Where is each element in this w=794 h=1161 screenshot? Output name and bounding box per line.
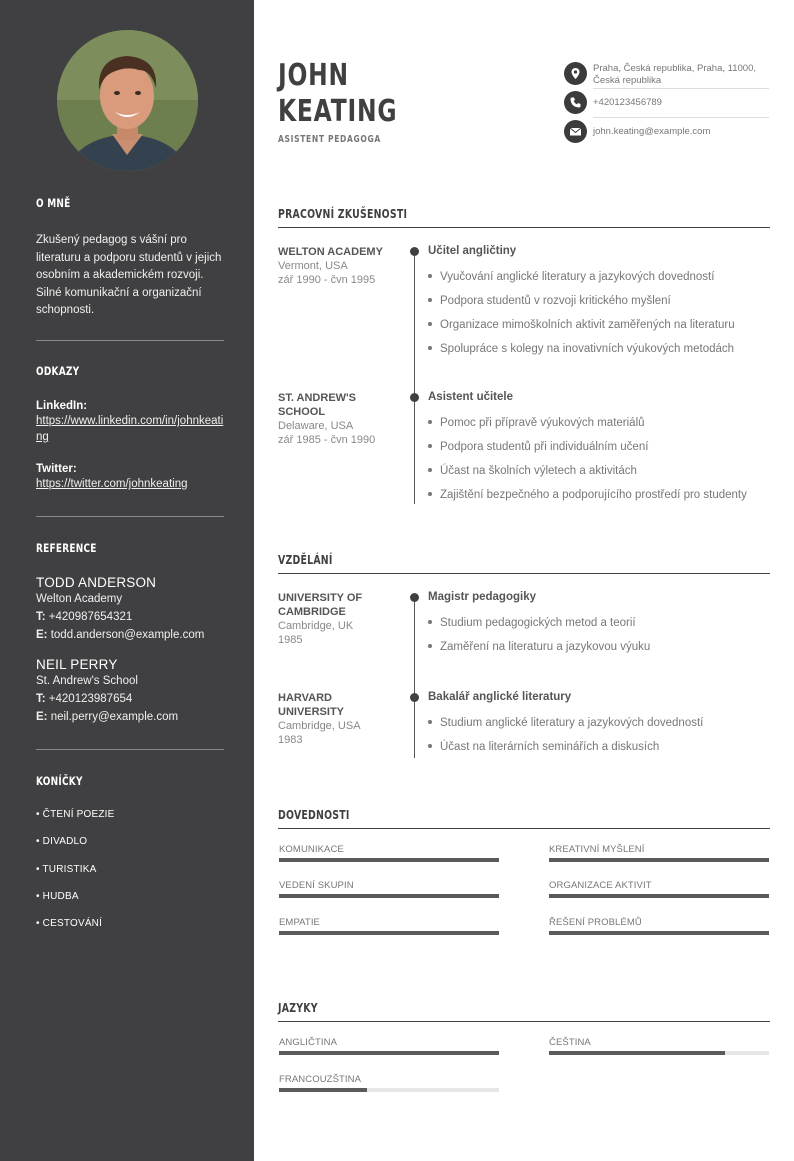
skill-bar-fill <box>549 931 769 935</box>
experience-heading: PRACOVNÍ ZKUŠENOSTI <box>278 207 408 221</box>
skill-name: EMPATIE <box>279 917 320 928</box>
bullet-item: Účast na školních výletech a aktivitách <box>428 465 637 477</box>
bullet-item: Vyučování anglické literatury a jazykových dovedností <box>428 271 714 283</box>
bullet-item: Zajištění bezpečného a podporujícího prostředí pro studenty <box>428 489 747 501</box>
skill-bar <box>279 931 499 935</box>
timeline-dot <box>410 393 419 402</box>
education-org <box>278 591 378 647</box>
reference-item <box>36 575 224 644</box>
hobby-item: • HUDBA <box>36 891 79 902</box>
section-rule <box>278 1021 770 1022</box>
hobby-item: • TURISTIKA <box>36 864 97 875</box>
phone-text[interactable]: +420123456789 <box>593 97 662 108</box>
org-name: HARVARD UNIVERSITY <box>278 692 345 718</box>
timeline-line <box>414 252 415 504</box>
reference-name: TODD ANDERSON <box>36 575 157 590</box>
phone-prefix: T: <box>36 693 46 705</box>
bullet-item: Podpora studentů v rozvoji kritického myšlení <box>428 295 671 307</box>
skills-heading: DOVEDNOSTI <box>278 808 350 822</box>
reference-name: NEIL PERRY <box>36 657 118 672</box>
divider <box>593 88 769 89</box>
experience-org <box>278 245 393 287</box>
section-rule <box>278 828 770 829</box>
sidebar <box>0 0 254 1161</box>
org-location: Vermont, USA <box>278 260 348 272</box>
language-bar-fill <box>279 1051 499 1055</box>
reference-org: St. Andrew's School <box>36 675 138 687</box>
language-bar-fill <box>549 1051 725 1055</box>
skill-bar-fill <box>549 858 769 862</box>
main-content <box>254 0 794 1161</box>
bullet-item: Studium anglické literatury a jazykových dovedností <box>428 717 703 729</box>
about-text: Zkušený pedagog s vášní pro literaturu a podporu studentů v jejich osobním a akademickém rozvoji. Silné komunikační a organizační schopnosti. <box>36 234 222 316</box>
skill-bar-fill <box>279 894 499 898</box>
org-name: WELTON ACADEMY <box>278 246 383 258</box>
address-text: Praha, Česká republika, Praha, 11000, Česká republika <box>593 63 757 86</box>
skill-item <box>279 844 499 855</box>
skill-bar-fill <box>279 931 499 935</box>
phone-icon <box>564 91 587 114</box>
link-twitter <box>36 463 224 492</box>
skill-name: KREATIVNÍ MYŠLENÍ <box>549 844 645 855</box>
language-item <box>549 1037 769 1048</box>
skill-item <box>549 880 769 891</box>
skill-bar <box>279 894 499 898</box>
timeline-dot <box>410 693 419 702</box>
skill-item <box>549 917 769 928</box>
timeline-dot <box>410 593 419 602</box>
org-name: UNIVERSITY OF CAMBRIDGE <box>278 592 363 618</box>
phone-prefix: T: <box>36 611 46 623</box>
linkedin-url[interactable]: https://www.linkedin.com/in/johnkeating <box>36 415 224 443</box>
org-dates: 1985 <box>278 634 303 646</box>
org-name: ST. ANDREW'S SCHOOL <box>278 392 356 418</box>
location-pin-icon <box>564 62 587 85</box>
hobby-item: • CESTOVÁNÍ <box>36 918 103 929</box>
candidate-name <box>278 58 397 130</box>
skill-item <box>549 844 769 855</box>
skill-bar <box>549 931 769 935</box>
bullet-item: Studium pedagogických metod a teorií <box>428 617 636 629</box>
reference-phone[interactable]: +420987654321 <box>48 611 133 623</box>
role-title: Učitel angličtiny <box>428 245 517 257</box>
bullet-item: Organizace mimoškolních aktivit zaměřených na literaturu <box>428 319 735 331</box>
skill-item <box>279 917 499 928</box>
link-linkedin <box>36 400 224 445</box>
skill-bar <box>279 858 499 862</box>
reference-org: Welton Academy <box>36 593 123 605</box>
experience-org <box>278 391 378 447</box>
email-prefix: E: <box>36 629 48 641</box>
languages-heading: JAZYKY <box>278 1001 318 1015</box>
skill-bar-fill <box>549 894 769 898</box>
link-label: LinkedIn: <box>36 400 88 412</box>
skill-name: ORGANIZACE AKTIVIT <box>549 880 652 891</box>
language-item <box>279 1037 499 1048</box>
twitter-url[interactable]: https://twitter.com/johnkeating <box>36 478 188 490</box>
language-bar <box>279 1088 499 1092</box>
language-bar <box>549 1051 769 1055</box>
language-name: ČEŠTINA <box>549 1037 591 1048</box>
job-title: ASISTENT PEDAGOGA <box>278 134 381 145</box>
email-prefix: E: <box>36 711 48 723</box>
reference-email[interactable]: neil.perry@example.com <box>50 711 179 723</box>
timeline-line <box>414 598 415 758</box>
reference-item <box>36 657 224 726</box>
education-org <box>278 691 378 747</box>
email-text[interactable]: john.keating@example.com <box>593 126 711 137</box>
degree-title: Magistr pedagogiky <box>428 591 536 603</box>
divider <box>593 117 769 118</box>
skill-bar <box>549 894 769 898</box>
profile-photo <box>57 30 198 171</box>
links-heading: ODKAZY <box>36 364 80 378</box>
divider <box>36 340 224 341</box>
degree-title: Bakalář anglické literatury <box>428 691 572 703</box>
timeline-dot <box>410 247 419 256</box>
section-rule <box>278 573 770 574</box>
hobby-item: • ČTENÍ POEZIE <box>36 809 115 820</box>
bullet-item: Spolupráce s kolegy na inovativních výukových metodách <box>428 343 734 355</box>
skill-name: KOMUNIKACE <box>279 844 344 855</box>
about-heading: O MNĚ <box>36 196 71 210</box>
skill-bar-fill <box>279 858 499 862</box>
link-label: Twitter: <box>36 463 77 475</box>
reference-email[interactable]: todd.anderson@example.com <box>50 629 205 641</box>
last-name: KEATING <box>278 94 398 129</box>
skill-item <box>279 880 499 891</box>
language-item <box>279 1074 499 1085</box>
divider <box>36 749 224 750</box>
org-location: Cambridge, USA <box>278 720 361 732</box>
org-location: Cambridge, UK <box>278 620 354 632</box>
org-location: Delaware, USA <box>278 420 354 432</box>
language-bar <box>279 1051 499 1055</box>
skill-bar <box>549 858 769 862</box>
org-dates: zář 1990 - čvn 1995 <box>278 274 376 286</box>
language-name: ANGLIČTINA <box>279 1037 338 1048</box>
bullet-item: Účast na literárních seminářích a diskusích <box>428 741 659 753</box>
education-heading: VZDĚLÁNÍ <box>278 553 333 567</box>
role-title: Asistent učitele <box>428 391 513 403</box>
email-icon <box>564 120 587 143</box>
skill-name: VEDENÍ SKUPIN <box>279 880 354 891</box>
section-rule <box>278 227 770 228</box>
bullet-item: Podpora studentů při individuálním učení <box>428 441 648 453</box>
skill-name: ŘEŠENÍ PROBLÉMŮ <box>549 917 642 928</box>
org-dates: 1983 <box>278 734 303 746</box>
language-bar-fill <box>279 1088 367 1092</box>
reference-phone[interactable]: +420123987654 <box>48 693 133 705</box>
language-name: FRANCOUZŠTINA <box>279 1074 362 1085</box>
bullet-item: Pomoc při přípravě výukových materiálů <box>428 417 645 429</box>
references-heading: REFERENCE <box>36 541 97 555</box>
divider <box>36 516 224 517</box>
org-dates: zář 1985 - čvn 1990 <box>278 434 376 446</box>
hobby-item: • DIVADLO <box>36 836 88 847</box>
hobbies-heading: KONÍČKY <box>36 774 83 788</box>
first-name: JOHN <box>278 58 349 93</box>
bullet-item: Zaměření na literaturu a jazykovou výuku <box>428 641 650 653</box>
